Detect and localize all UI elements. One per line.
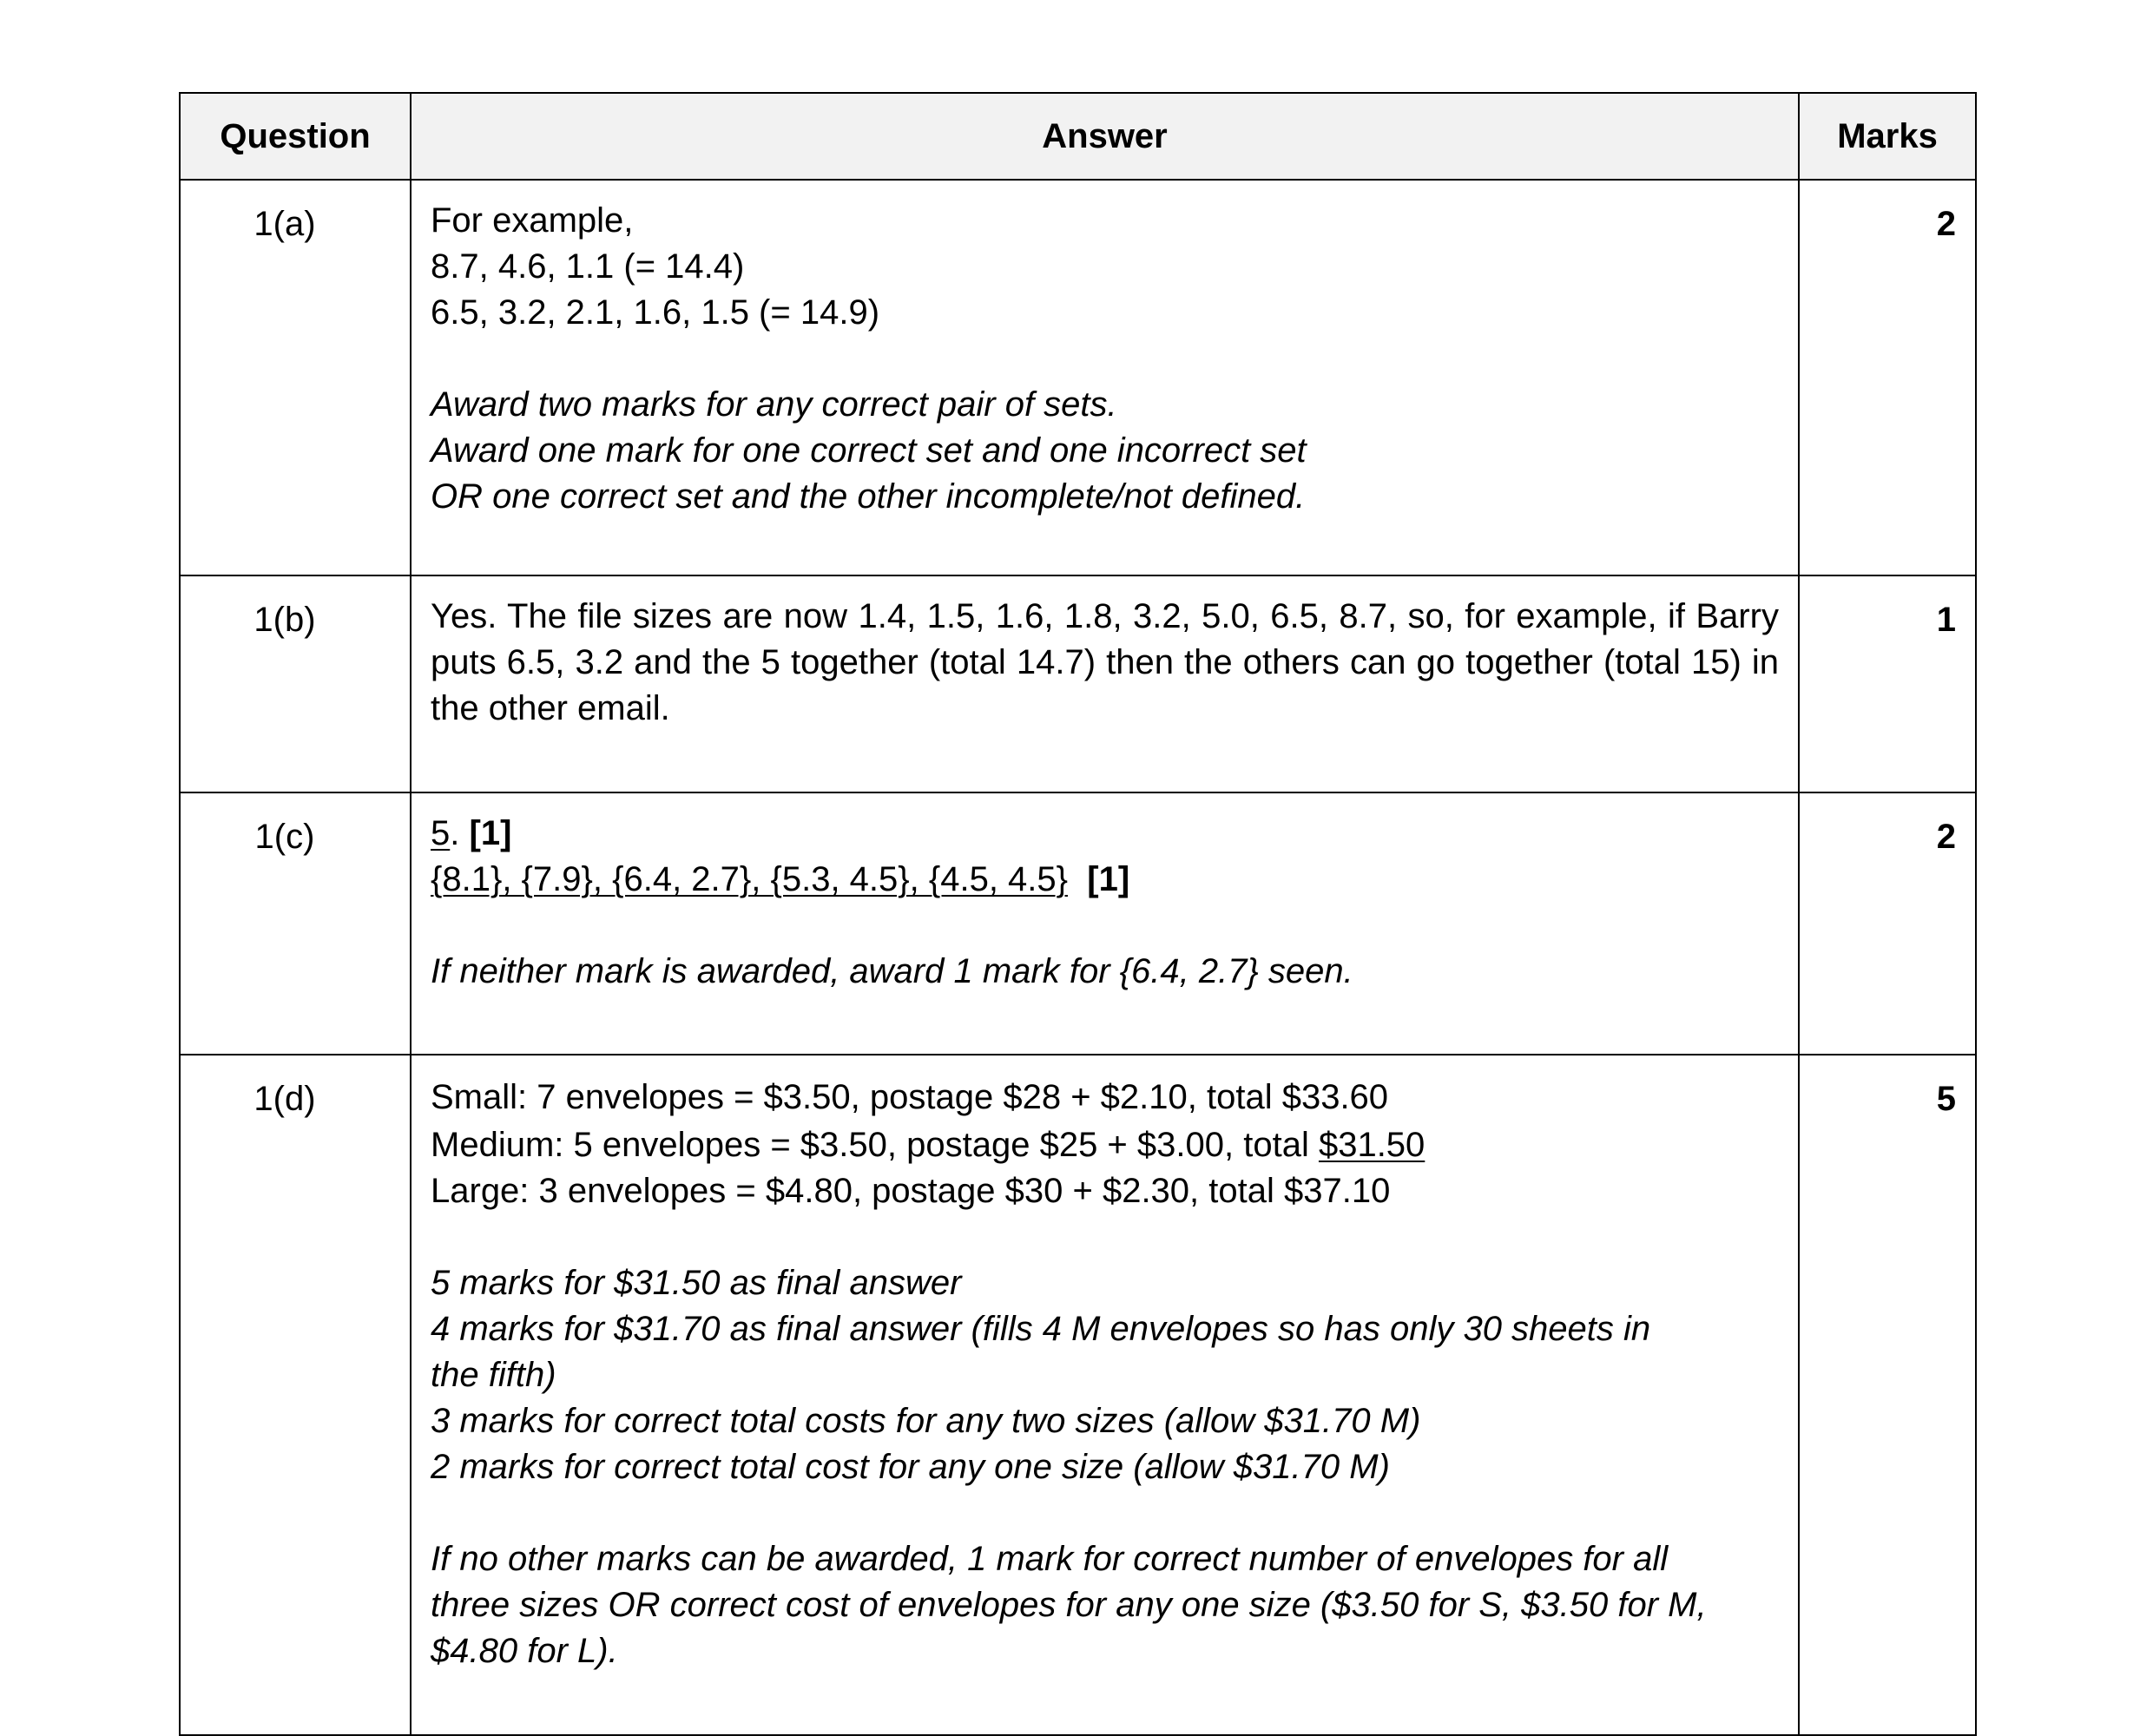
answer-value: $31.50 xyxy=(1318,1126,1425,1164)
marks-value: 2 xyxy=(1799,180,1976,575)
guidance-note: Award one mark for one correct set and one incorrect set xyxy=(431,431,1307,470)
table-row xyxy=(180,180,1976,575)
question-number: 1(a) xyxy=(180,180,411,575)
table-row xyxy=(180,575,1976,792)
mark-scheme-table xyxy=(179,92,1977,1736)
guidance-note: 3 marks for correct total costs for any two sizes (allow $31.70 M) xyxy=(431,1402,1421,1440)
header-question: Question xyxy=(180,93,411,180)
guidance-note: OR one correct set and the other incomplete/not defined. xyxy=(431,477,1306,516)
header-marks: Marks xyxy=(1799,93,1976,180)
table-row xyxy=(180,792,1976,1055)
answer-line xyxy=(431,811,1779,857)
guidance-note: If neither mark is awarded, award 1 mark for {6.4, 2.7} seen. xyxy=(431,952,1353,990)
mark-allocation: [1] xyxy=(1087,860,1130,898)
answer-cell xyxy=(411,792,1799,1055)
marks-value: 1 xyxy=(1799,575,1976,792)
guidance-note: 4 marks for $31.70 as final answer (fills 4 M envelopes so has only 30 sheets in the fifth) xyxy=(431,1310,1651,1394)
answer-line: Small: 7 envelopes = $3.50, postage $28 + $2.10, total $33.60 xyxy=(431,1078,1389,1116)
answer-value: {8.1}, {7.9}, {6.4, 2.7}, {5.3, 4.5}, {4.5, 4.5} xyxy=(431,860,1069,898)
question-number: 1(c) xyxy=(180,792,411,1055)
answer-line: Large: 3 envelopes = $4.80, postage $30 + $2.30, total $37.10 xyxy=(431,1172,1391,1210)
question-number: 1(d) xyxy=(180,1055,411,1735)
marks-value: 2 xyxy=(1799,792,1976,1055)
answer-cell xyxy=(411,575,1799,792)
question-number: 1(b) xyxy=(180,575,411,792)
answer-line: 6.5, 3.2, 2.1, 1.6, 1.5 (= 14.9) xyxy=(431,293,880,332)
guidance-note: Award two marks for any correct pair of sets. xyxy=(431,385,1117,424)
guidance-note: 5 marks for $31.50 as final answer xyxy=(431,1264,962,1302)
header-answer: Answer xyxy=(411,93,1799,180)
answer-value: 5 xyxy=(431,814,451,852)
header-row xyxy=(180,93,1976,180)
answer-line: For example, xyxy=(431,201,634,240)
table-row xyxy=(180,1055,1976,1735)
answer-line xyxy=(431,1122,1779,1168)
answer-punct: . xyxy=(450,814,460,852)
answer-paragraph: Yes. The file sizes are now 1.4, 1.5, 1.6, 1.8, 3.2, 5.0, 6.5, 8.7, so, for example, if Barry puts 6.5, 3.2 and the 5 together (total 14.7) then the others can go together (total 15) in the other email. xyxy=(431,597,1779,727)
answer-line: 8.7, 4.6, 1.1 (= 14.4) xyxy=(431,247,745,286)
answer-text: Medium: 5 envelopes = $3.50, postage $25 + $3.00, total xyxy=(431,1126,1319,1164)
guidance-note: 2 marks for correct total cost for any one size (allow $31.70 M) xyxy=(431,1448,1390,1486)
marks-value: 5 xyxy=(1799,1055,1976,1735)
mark-allocation: [1] xyxy=(469,814,512,852)
guidance-note: If no other marks can be awarded, 1 mark for correct number of envelopes for all three sizes OR correct cost of envelopes for any one size ($3.50 for S, $3.50 for M, $4.80 for L). xyxy=(431,1540,1707,1670)
answer-line xyxy=(431,857,1779,903)
answer-cell xyxy=(411,180,1799,575)
answer-cell xyxy=(411,1055,1799,1735)
